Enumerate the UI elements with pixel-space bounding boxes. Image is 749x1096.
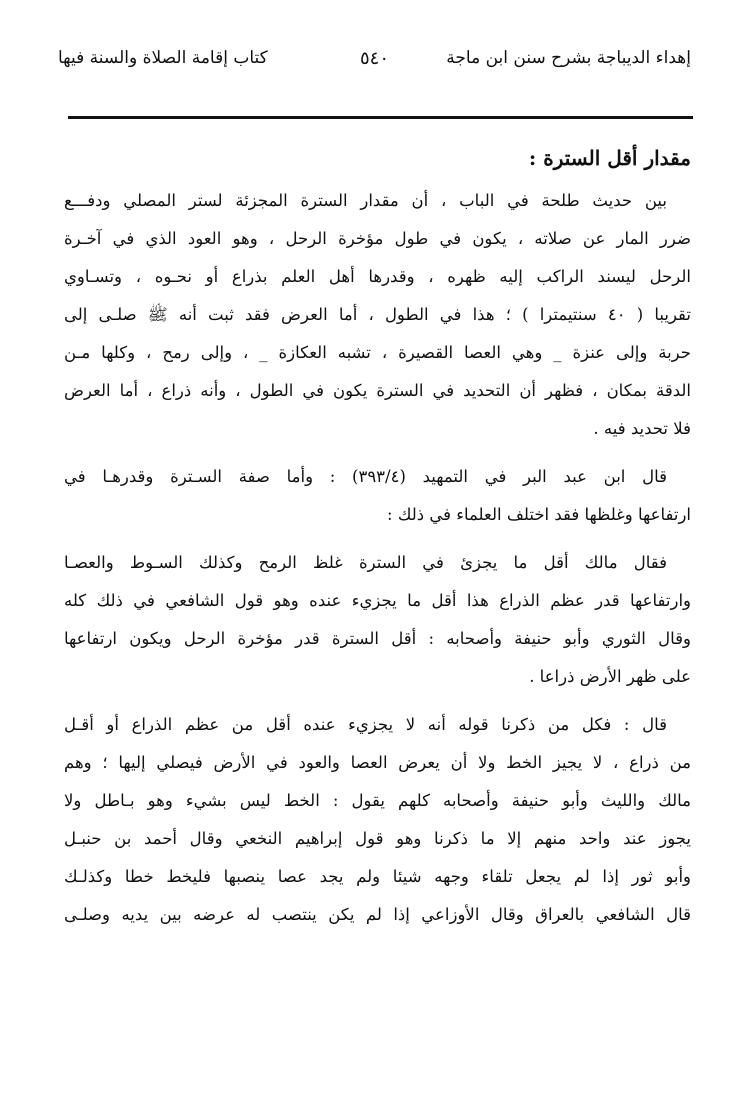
text-line: وارتفاعها قدر عظم الذراع هذا أقل ما يجزيء عنده وهو قول الشافعي في ذلك كله [64,591,691,610]
text-line: مالك والليث وأبو حنيفة وأصحابه كلهم يقول : الخط ليس بشيء وهو بـاطل ولا [64,791,691,810]
text-line: على ظهر الأرض ذراعا . [529,667,691,686]
paragraph [64,182,691,448]
text-line: وأبو ثور إذا لم يجعل تلقاء وجهه شيئا ولم يجد عصا ينصبها فليخط خطا وكذلـك [64,867,691,886]
text-line: بين حديث طلحة في الباب ، أن مقدار السترة المجزئة لستر المصلي ودفـــع [64,191,667,210]
text-line: قال ابن عبد البر في التمهيد (٣٩٣/٤) : وأما صفة السـترة وقدرهـا في [64,467,667,486]
text-line: يجوز عند واحد منهم إلا ما ذكرنا وهو قول إبراهيم النخعي وقال أحمد بن حنبـل [64,829,691,848]
text-line: فلا تحديد فيه . [593,419,691,438]
text-line: قال : فكل من ذكرنا قوله أنه لا يجزيء عنده أقل من عظم الذراع أو أقـل [64,715,667,734]
text-line: تقريبا ( ٤٠ سنتيمترا ) ؛ هذا في الطول ، أما العرض فقد ثبت أنه ﷺ صلـى إلى [64,305,691,324]
chapter-title: كتاب إقامة الصلاة والسنة فيها [58,48,268,68]
header-divider [68,116,693,119]
paragraph [64,544,691,696]
text-line: الدقة بمكان ، فظهر أن التحديد في السترة يكون في الطول ، وأنه ذراع ، أما العرض [64,381,691,400]
text-line: ارتفاعها وغلظها فقد اختلف العلماء في ذلك : [387,505,691,524]
text-line: فقال مالك أقل ما يجزئ في السترة غلظ الرمح وكذلك السـوط والعصـا [64,553,667,572]
text-line: قال الشافعي بالعراق وقال الأوزاعي إذا لم يكن ينتصب له عرضه بين يديه وصلـى [64,905,691,924]
text-line: الرحل ليسند الراكب إليه ظهره ، وقدرها أهل العلم بذراع أو نحـوه ، وتسـاوي [64,267,691,286]
text-line: ضرر المار عن صلاته ، يكون في طول مؤخرة الرحل ، وهو العود الذي في آخـرة [64,229,691,248]
paragraph [64,706,691,934]
text-line: وقال الثوري وأبو حنيفة وأصحابه : أقل السترة قدر مؤخرة الرحل ويكون ارتفاعها [64,629,691,648]
paragraph [64,458,691,534]
text-line: من ذراع ، لا يجيز الخط ولا أن يعرض العصا والعود في الأرض فيصلي إليها ؛ وهم [64,753,691,772]
text-line: حربة وإلى عنزة _ وهي العصا القصيرة ، تشبه العكازة _ ، وإلى رمح ، وكلها مـن [64,343,691,362]
running-header [58,44,691,78]
page-number: ٥٤٠ [359,48,389,69]
page-body [64,140,691,944]
book-title: إهداء الديباجة بشرح سنن ابن ماجة [446,48,691,68]
section-title: مقدار أقل السترة : [528,146,691,170]
